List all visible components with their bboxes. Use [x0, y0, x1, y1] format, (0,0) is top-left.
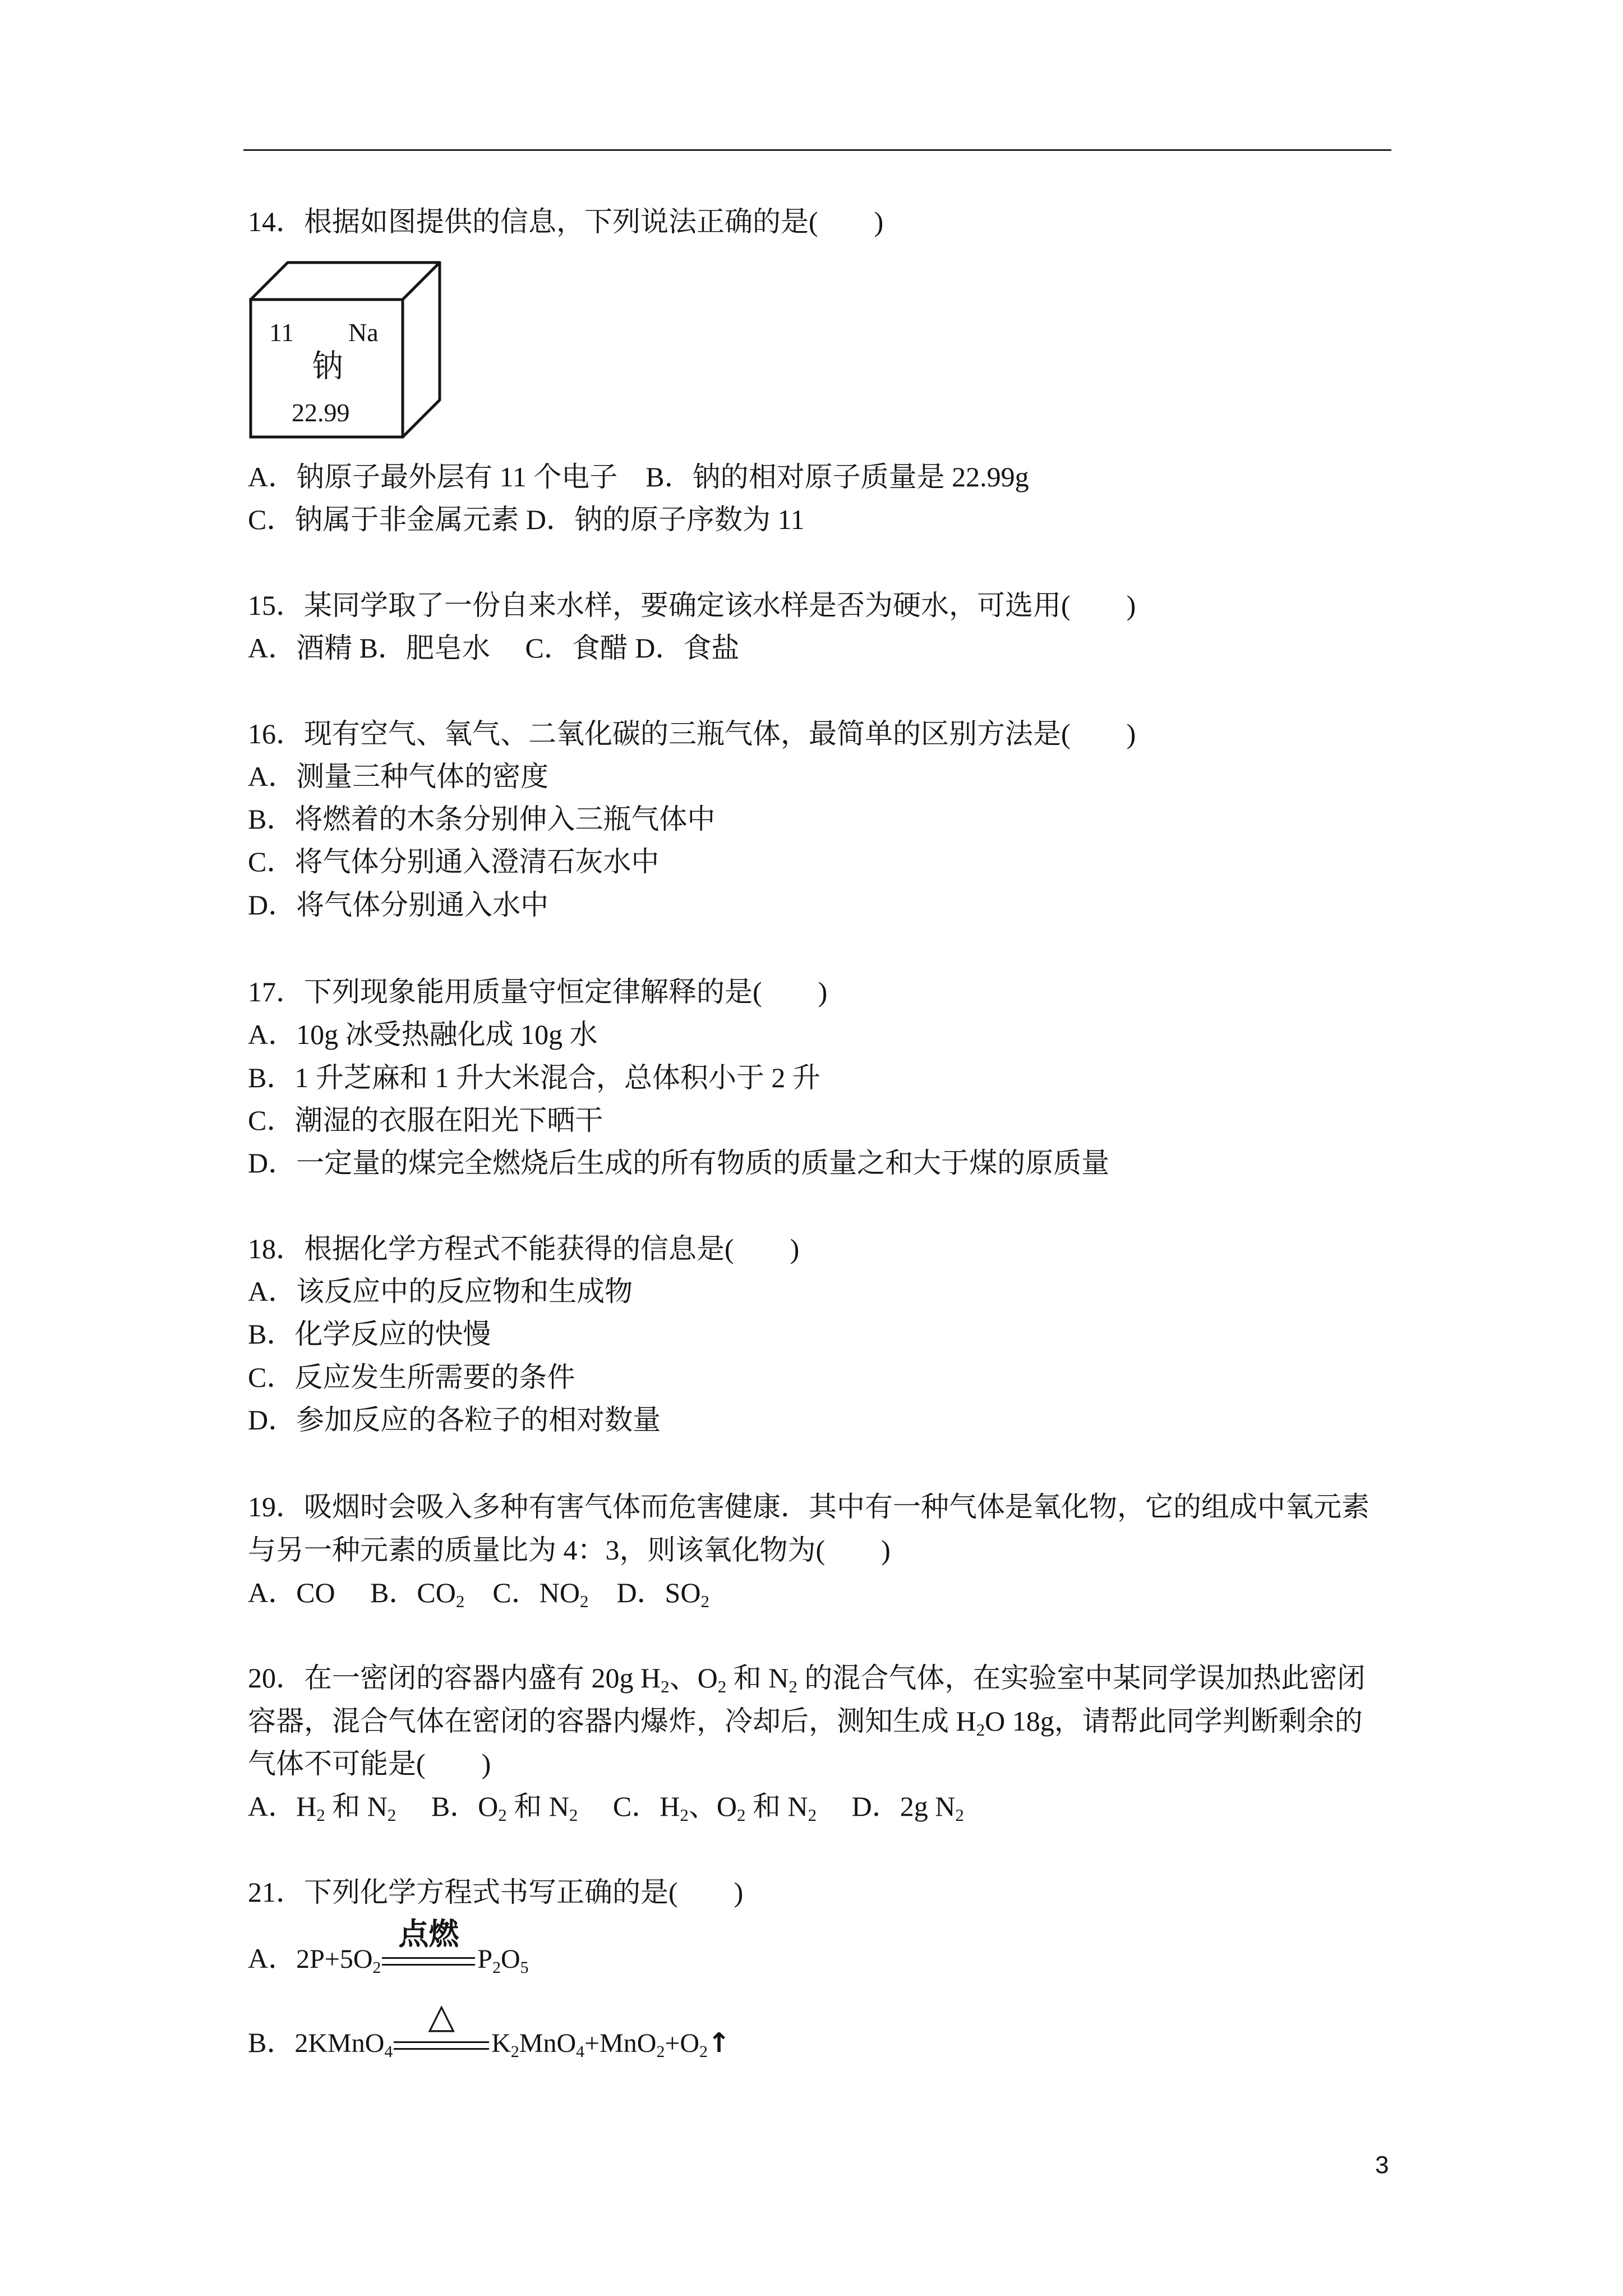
q14-option-line: C．钠属于非金属元素 D．钠的原子序数为 11 — [248, 504, 805, 535]
stem-text: O 18g，请帮此同学判断剩余的 — [985, 1705, 1363, 1737]
subscript: 5 — [520, 1958, 529, 1977]
subscript: 2 — [976, 1720, 985, 1740]
element-card — [247, 258, 449, 443]
reactant-text: 2KMnO — [294, 2028, 385, 2058]
stem-text: 容器，混合气体在密闭的容器内爆炸，冷却后，测知生成 H — [248, 1705, 976, 1737]
q17-option-d: D．一定量的煤完全燃烧后生成的所有物质的质量之和大于煤的原质量 — [248, 1147, 1110, 1179]
subscript: 2 — [372, 1958, 381, 1977]
subscript: 2 — [955, 1805, 964, 1825]
subscript: 2 — [579, 1591, 589, 1612]
heat-condition-icon: △ — [428, 1995, 455, 2037]
subscript: 2 — [736, 1805, 746, 1825]
q17-option-a: A．10g 冰受热融化成 10g 水 — [248, 1019, 598, 1050]
subscript: 2 — [569, 1805, 578, 1825]
subscript: 2 — [316, 1805, 325, 1825]
subscript: 4 — [576, 2042, 585, 2061]
product-text: O — [501, 1944, 520, 1974]
q18-option-d: D．参加反应的各粒子的相对数量 — [248, 1404, 661, 1435]
product-text: +MnO — [584, 2028, 657, 2058]
subscript: 2 — [498, 1805, 507, 1825]
stem-text: 和 N — [726, 1662, 789, 1694]
q21-option-b-equation — [248, 1995, 731, 2061]
card-atomic-number: 11 — [269, 318, 294, 347]
product-text: K — [491, 2028, 511, 2058]
product-text: MnO — [519, 2028, 577, 2058]
option-text: A．H — [248, 1791, 317, 1822]
option-text: 和 N — [325, 1791, 388, 1822]
stem-text: 、O — [669, 1662, 718, 1694]
subscript: 2 — [510, 2042, 519, 2061]
product-text: +O — [665, 2028, 700, 2058]
card-atomic-mass: 22.99 — [292, 398, 350, 427]
option-text: 和 N — [506, 1791, 569, 1822]
q20-stem-line — [248, 1704, 1363, 1738]
option-text: D．2g N — [817, 1791, 956, 1822]
subscript: 2 — [808, 1805, 817, 1825]
page-number: 3 — [1375, 2151, 1389, 2179]
reaction-equals-sign — [382, 1916, 475, 1966]
subscript: 2 — [700, 1591, 709, 1612]
q18-option-b: B．化学反应的快慢 — [248, 1318, 491, 1350]
q18-option-c: C．反应发生所需要的条件 — [248, 1361, 575, 1393]
q19-option-line — [248, 1576, 709, 1612]
gas-arrow-icon: ↑ — [707, 2027, 731, 2059]
reaction-equals-sign — [394, 1995, 489, 2050]
q15-option-line: A．酒精 B．肥皂水 C．食醋 D．食盐 — [248, 632, 740, 664]
formula-text: A．CO B．CO — [248, 1577, 456, 1608]
q20-option-line — [248, 1789, 964, 1823]
subscript: 2 — [717, 1677, 727, 1697]
option-text: 和 N — [745, 1791, 808, 1822]
subscript: 2 — [680, 1805, 689, 1825]
option-label: A． — [248, 1943, 297, 1974]
q19-stem-line: 与另一种元素的质量比为 4：3，则该氧化物为( ) — [248, 1534, 891, 1566]
q20-stem-line — [248, 1661, 1365, 1695]
subscript: 2 — [661, 1677, 670, 1697]
q18-option-a: A．该反应中的反应物和生成物 — [248, 1276, 633, 1307]
q16-option-b: B．将燃着的木条分别伸入三瓶气体中 — [248, 803, 716, 835]
subscript: 2 — [455, 1591, 465, 1612]
q17-option-b: B．1 升芝麻和 1 升大米混合，总体积小于 2 升 — [248, 1062, 820, 1093]
q18-stem: 18．根据化学方程式不能获得的信息是( ) — [248, 1233, 800, 1264]
q17-option-c: C．潮湿的衣服在阳光下晒干 — [248, 1105, 603, 1136]
q19-stem-line: 19．吸烟时会吸入多种有害气体而危害健康．其中有一种气体是氧化物，它的组成中氧元素 — [248, 1491, 1370, 1522]
q14-stem: 14．根据如图提供的信息，下列说法正确的是( ) — [248, 206, 884, 237]
q14-option-line: A．钠原子最外层有 11 个电子 B．钠的相对原子质量是 22.99g — [248, 461, 1029, 493]
q21-stem: 21．下列化学方程式书写正确的是( ) — [248, 1876, 744, 1908]
option-text: B．O — [396, 1791, 499, 1822]
subscript: 2 — [699, 2042, 708, 2061]
subscript: 4 — [384, 2042, 393, 2061]
q21-option-a-equation — [248, 1916, 529, 1977]
q16-option-d: D．将气体分别通入水中 — [248, 889, 549, 921]
q16-stem: 16．现有空气、氧气、二氧化碳的三瓶气体，最简单的区别方法是( ) — [248, 718, 1136, 749]
card-element-symbol: Na — [348, 318, 379, 347]
q15-stem: 15．某同学取了一份自来水样，要确定该水样是否为硬水，可选用( ) — [248, 590, 1136, 621]
q17-stem: 17．下列现象能用质量守恒定律解释的是( ) — [248, 976, 828, 1007]
card-element-name: 钠 — [312, 349, 343, 384]
subscript: 2 — [387, 1805, 396, 1825]
reactant-text: 2P+5O — [296, 1944, 373, 1974]
option-label: B． — [248, 2027, 295, 2058]
option-text: 、O — [688, 1791, 737, 1822]
subscript: 2 — [492, 1958, 501, 1977]
stem-text: 的混合气体，在实验室中某同学误加热此密闭 — [797, 1662, 1366, 1694]
header-rule — [243, 149, 1391, 151]
formula-text: C．NO — [464, 1577, 580, 1608]
option-text: C．H — [578, 1791, 680, 1822]
reaction-condition: 点燃 — [398, 1916, 459, 1952]
subscript: 2 — [789, 1677, 797, 1697]
q20-stem-line: 气体不可能是( ) — [248, 1748, 491, 1779]
product-text: P — [477, 1944, 493, 1974]
stem-text: 20．在一密闭的容器内盛有 20g H — [248, 1662, 661, 1694]
subscript: 2 — [656, 2042, 665, 2061]
formula-text: D．SO — [588, 1577, 701, 1608]
q16-option-c: C．将气体分别通入澄清石灰水中 — [248, 846, 660, 877]
q16-option-a: A．测量三种气体的密度 — [248, 761, 549, 792]
